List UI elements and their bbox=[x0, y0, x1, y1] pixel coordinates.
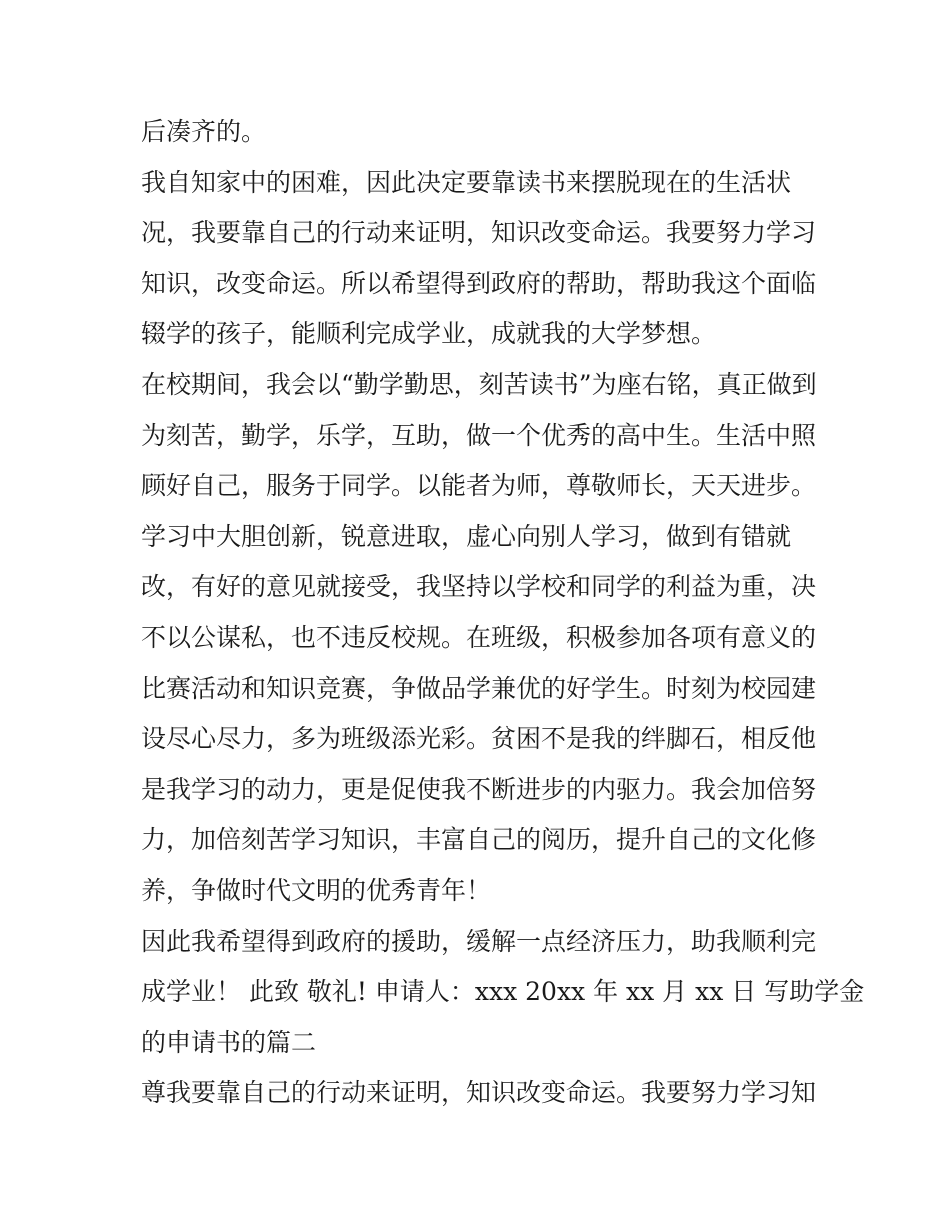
text-line: 是我学习的动力，更是促使我不断进步的内驱力。我会加倍努 bbox=[141, 774, 817, 804]
text-line: 况，我要靠自己的行动来证明，知识改变命运。我要努力学习 bbox=[141, 218, 817, 248]
text-line: 比赛活动和知识竞赛，争做品学兼优的好学生。时刻为校园建 bbox=[141, 673, 817, 703]
text-line: 养，争做时代文明的优秀青年！ bbox=[141, 875, 492, 905]
document-body bbox=[141, 107, 865, 1119]
text-line: 辍学的孩子，能顺利完成学业，成就我的大学梦想。 bbox=[141, 319, 717, 349]
text-line: 改，有好的意见就接受，我坚持以学校和同学的利益为重，决 bbox=[141, 572, 817, 602]
text-line: 因此我希望得到政府的援助，缓解一点经济压力，助我顺利完 bbox=[141, 926, 817, 956]
text-line: 力，加倍刻苦学习知识，丰富自己的阅历，提升自己的文化修 bbox=[141, 825, 817, 855]
text-line: 的申请书的篇二 bbox=[141, 1027, 317, 1057]
text-line: 顾好自己，服务于同学。以能者为师，尊敬师长，天天进步。 bbox=[141, 471, 817, 501]
text-line: 我自知家中的困难，因此决定要靠读书来摆脱现在的生活状 bbox=[141, 167, 792, 197]
text-line: 后凑齐的。 bbox=[141, 117, 267, 146]
text-line: 知识，改变命运。所以希望得到政府的帮助，帮助我这个面临 bbox=[141, 268, 817, 298]
text-line: 在校期间，我会以“勤学勤思，刻苦读书”为座右铭，真正做到 bbox=[141, 369, 817, 399]
text-line: 尊我要靠自己的行动来证明，知识改变命运。我要努力学习知 bbox=[141, 1078, 817, 1108]
text-line: 为刻苦，勤学，乐学，互助，做一个优秀的高中生。生活中照 bbox=[141, 420, 817, 450]
text-line: 不以公谋私，也不违反校规。在班级，积极参加各项有意义的 bbox=[141, 622, 817, 652]
text-line: 设尽心尽力，多为班级添光彩。贫困不是我的绊脚石，相反他 bbox=[141, 724, 817, 754]
text-line: 学习中大胆创新，锐意进取，虚心向别人学习，做到有错就 bbox=[141, 521, 792, 551]
text-line: 成学业！ 此致 敬礼! 申请人：xxx 20xx 年 xx 月 xx 日 写助学金 bbox=[141, 977, 865, 1007]
